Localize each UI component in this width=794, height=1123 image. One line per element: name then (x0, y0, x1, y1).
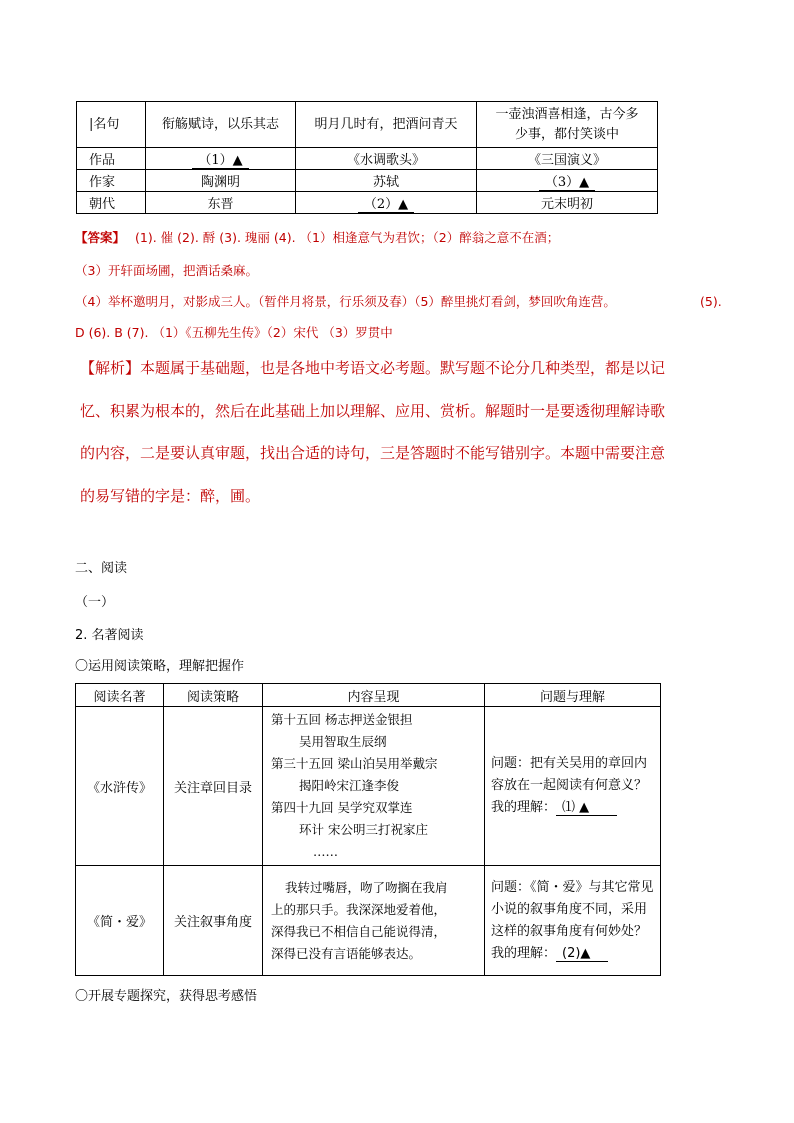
header-cell: 内容呈现 (263, 684, 485, 707)
blank: （1）▲ (192, 153, 248, 169)
table-row (76, 707, 661, 866)
question-2-title: 2. 名著阅读 (75, 628, 144, 643)
analysis-text: 本题属于基础题，也是各地中考语文必考题。默写题不论分几种类型，都是以记 (140, 359, 666, 377)
analysis-tag: 【解析】 (80, 359, 141, 377)
book-title: 《简・爱》 (76, 866, 164, 976)
understanding-label: 我的理解： (491, 945, 557, 961)
content-line: 上的那只手。我深深地爱着他， (271, 901, 447, 917)
content-line: 揭阳岭宋江逢李俊 (299, 778, 400, 793)
blank: （2）▲ (358, 197, 414, 213)
cell: 陶渊明 (146, 170, 296, 192)
blank: （3）▲ (539, 175, 595, 191)
content-line: 深得我已不相信自己能说得清， (271, 923, 447, 939)
content-line: 深得已没有言语能够表达。 (271, 945, 422, 961)
content-line: …… (313, 844, 338, 859)
question-cell (485, 866, 661, 976)
cell-line: 少事，都付笑谈中 (514, 126, 619, 142)
cell: 东晋 (146, 192, 296, 214)
header-cell: 问题与理解 (485, 684, 661, 707)
analysis-line-4: 的易写错的字是：醉，圃。 (80, 487, 261, 505)
cell: 《水调歌头》 (296, 148, 477, 170)
answer-text: (1). 催 (2). 酹 (3). 瑰丽 (4). （1）相逢意气为君饮；（2）醉翁之意不在酒； (135, 230, 560, 245)
content-line: 第四十九回 吴学究双掌连 (271, 800, 413, 815)
answer-line-1 (75, 229, 735, 247)
cell: 《三国演义》 (477, 148, 658, 170)
content-line: 我转过嘴唇，吻了吻搁在我肩 (285, 879, 448, 895)
answer-line-3: （4）举杯邀明月，对影成三人。（暂伴月将景，行乐须及春）（5）醉里挑灯看剑，梦回吹角连营。 (75, 294, 616, 309)
content-line: 吴用智取生辰纲 (299, 734, 387, 749)
cell: 衔觞赋诗，以乐其志 (146, 102, 296, 148)
row-label: 作品 (77, 148, 146, 170)
cell: 明月几时有，把酒问青天 (296, 102, 477, 148)
cell (146, 148, 296, 170)
header-cell: 阅读策略 (164, 684, 263, 707)
strategy: 关注叙事角度 (164, 866, 263, 976)
answer-line-3-end: (5). (700, 294, 722, 309)
understanding-label: 我的理解： (491, 800, 557, 815)
question-text: 问题：把有关吴用的章回内容放在一起阅读有何意义？ (491, 756, 648, 793)
poetry-table (76, 101, 658, 214)
answer-blank: ⑴ ▲ (556, 800, 617, 816)
content-line: 第三十五回 梁山泊吴用举戴宗 (271, 756, 438, 771)
my-understanding (491, 943, 654, 965)
analysis-line-3: 的内容，二是要认真审题，找出合适的诗句，三是答题时不能写错别字。本题中需要注意 (80, 444, 666, 462)
answer-line-2: （3）开轩面场圃，把酒话桑麻。 (75, 263, 258, 278)
section-sub: （一） (75, 595, 115, 610)
row-label: 朝代 (77, 192, 146, 214)
answer-line-4: D (6). B (7). （1）《五柳先生传》（2）宋代 （3）罗贯中 (75, 325, 393, 340)
header-cell: 阅读名著 (76, 684, 164, 707)
table-row (77, 170, 658, 192)
cell (477, 102, 658, 148)
table-header-row (76, 684, 661, 707)
book-title: 《水浒传》 (76, 707, 164, 866)
reading-table (75, 683, 661, 976)
row-label: |名句 (77, 102, 146, 148)
cell: 元末明初 (477, 192, 658, 214)
answer-blank: (2)▲ (556, 946, 608, 962)
analysis-line-2: 忆、积累为根本的，然后在此基础上加以理解、应用、赏析。解题时一是要透彻理解诗歌 (80, 402, 666, 420)
table-row (76, 866, 661, 976)
table-row (77, 192, 658, 214)
bullet-explore: 〇开展专题探究，获得思考感悟 (75, 989, 258, 1004)
answer-tag: 【答案】 (75, 230, 126, 245)
strategy: 关注章回目录 (164, 707, 263, 866)
content (263, 707, 485, 866)
table-row (77, 102, 658, 148)
cell (477, 170, 658, 192)
section-title: 二、阅读 (75, 561, 128, 576)
question-text: 问题：《简・爱》与其它常见小说的叙事角度不同，采用这样的叙事角度有何妙处？ (491, 879, 654, 939)
cell (296, 192, 477, 214)
my-understanding (491, 797, 654, 819)
bullet-strategy: 〇运用阅读策略，理解把握作 (75, 659, 245, 674)
content-line: 环计 宋公明三打祝家庄 (299, 822, 428, 837)
content-line: 第十五回 杨志押送金银担 (271, 712, 413, 727)
analysis-line-1 (80, 354, 720, 382)
table-row (77, 148, 658, 170)
content (263, 866, 485, 976)
question-cell (485, 707, 661, 866)
cell-line: 一壶浊酒喜相逢，古今多 (495, 106, 639, 122)
cell: 苏轼 (296, 170, 477, 192)
row-label: 作家 (77, 170, 146, 192)
